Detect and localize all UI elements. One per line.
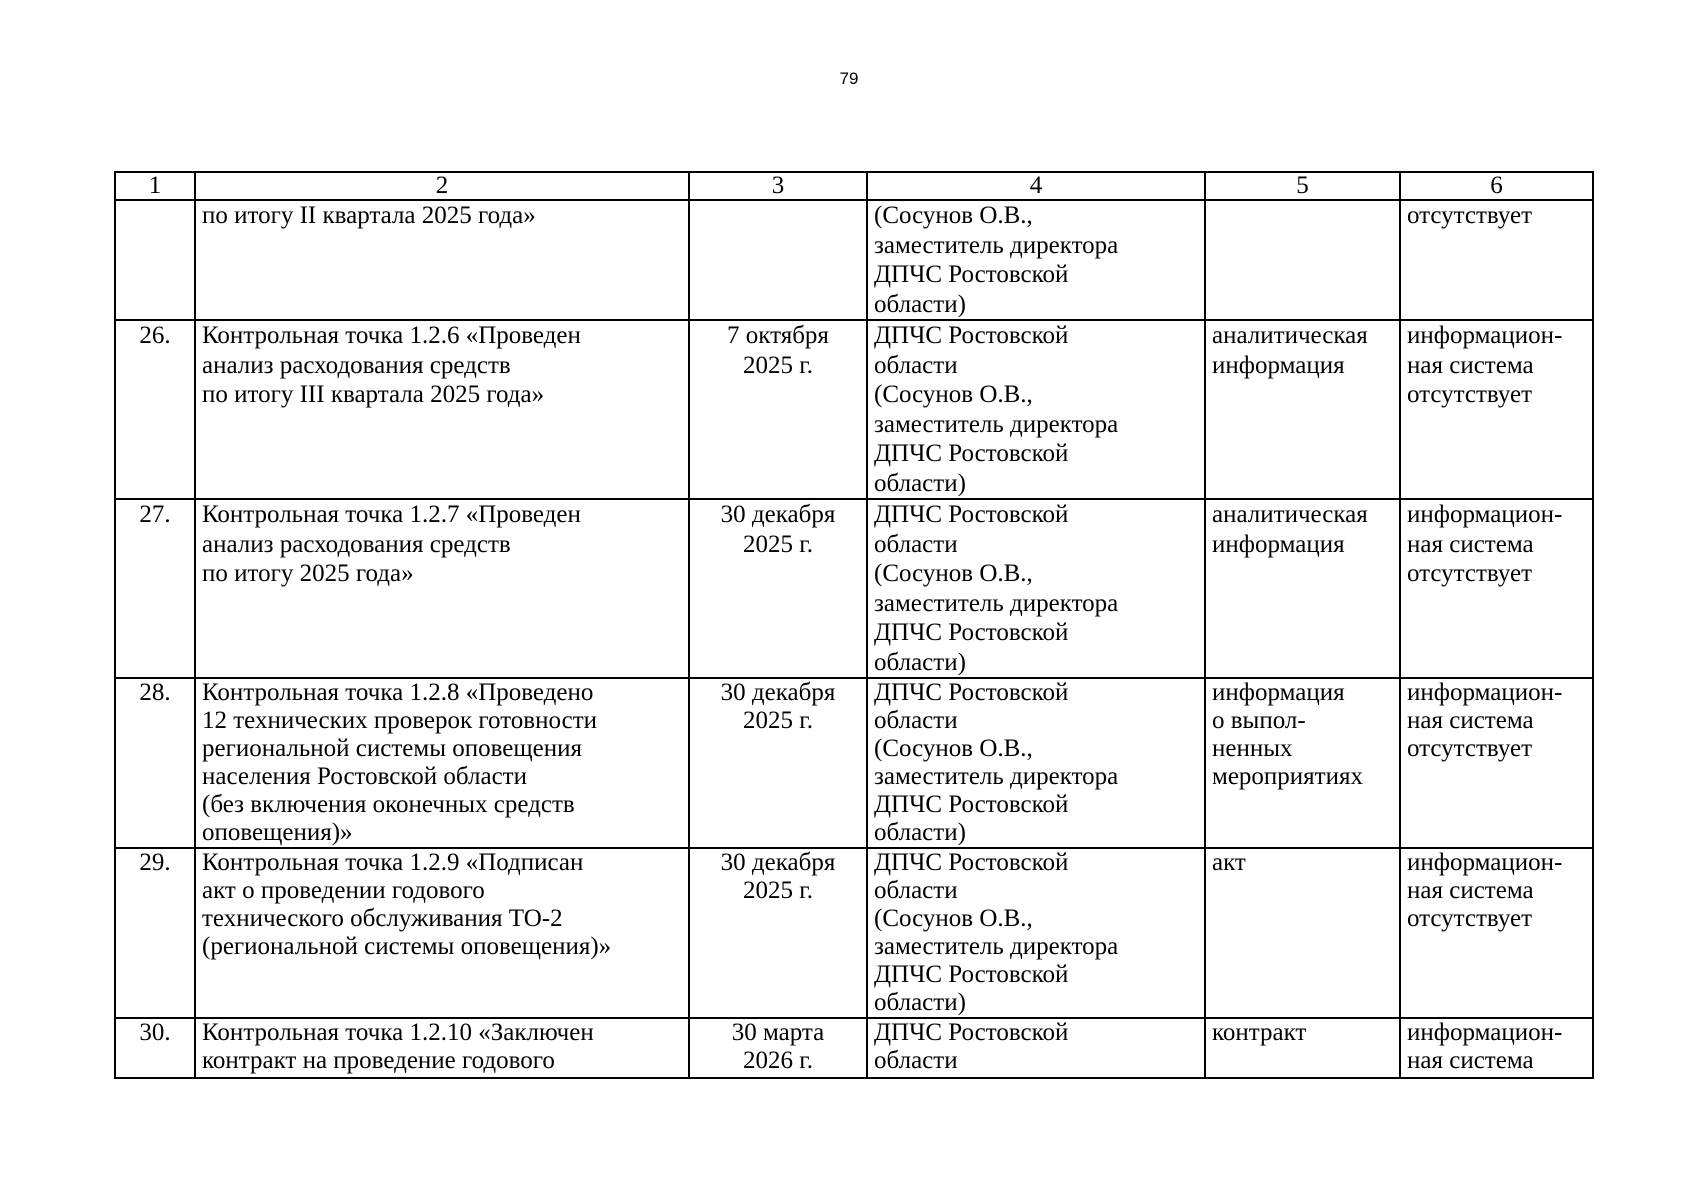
deadline-date: 30 декабря 2025 г. (689, 499, 867, 678)
column-header-4: 4 (867, 172, 1205, 200)
control-points-table (114, 171, 1594, 1079)
table-row (115, 200, 1593, 320)
table-row (115, 320, 1593, 499)
responsible-executor: ДПЧС Ростовской области (Сосунов О.В., заместитель директора ДПЧС Ростовской области) (867, 848, 1205, 1018)
control-point-title: Контрольная точка 1.2.9 «Подписан акт о проведении годового технического обслуживания ТО-2 (региональной системы оповещения)» (195, 848, 689, 1018)
responsible-executor: ДПЧС Ростовской области (Сосунов О.В., заместитель директора ДПЧС Ростовской области) (867, 320, 1205, 499)
page-number: 79 (839, 69, 859, 88)
responsible-executor: (Сосунов О.В., заместитель директора ДПЧС Ростовской области) (867, 200, 1205, 320)
control-point-title: Контрольная точка 1.2.10 «Заключен контракт на проведение годового (195, 1018, 689, 1078)
column-header-5: 5 (1205, 172, 1400, 200)
row-number: 29. (115, 848, 195, 1018)
table-header-row (115, 172, 1593, 200)
responsible-executor: ДПЧС Ростовской области (Сосунов О.В., заместитель директора ДПЧС Ростовской области) (867, 499, 1205, 678)
control-point-title: Контрольная точка 1.2.7 «Проведен анализ расходования средств по итогу 2025 года» (195, 499, 689, 678)
deadline-date: 30 декабря 2025 г. (689, 848, 867, 1018)
control-point-title: по итогу II квартала 2025 года» (195, 200, 689, 320)
document-type: аналитическая информация (1205, 499, 1400, 678)
document-type: аналитическая информация (1205, 320, 1400, 499)
control-point-title: Контрольная точка 1.2.6 «Проведен анализ расходования средств по итогу III квартала 2025 года» (195, 320, 689, 499)
information-system: информацион- ная система отсутствует (1400, 499, 1593, 678)
column-header-1: 1 (115, 172, 195, 200)
deadline-date (689, 200, 867, 320)
row-number (115, 200, 195, 320)
control-point-title: Контрольная точка 1.2.8 «Проведено 12 технических проверок готовности региональной системы оповещения населения Ростовской области (без включения оконечных средств оповещения)» (195, 678, 689, 848)
information-system: отсутствует (1400, 200, 1593, 320)
information-system: информацион- ная система отсутствует (1400, 320, 1593, 499)
deadline-date: 30 марта 2026 г. (689, 1018, 867, 1078)
document-type: информация о выпол- ненных мероприятиях (1205, 678, 1400, 848)
column-header-2: 2 (195, 172, 689, 200)
table-row (115, 678, 1593, 848)
table-row (115, 499, 1593, 678)
deadline-date: 30 декабря 2025 г. (689, 678, 867, 848)
information-system: информацион- ная система отсутствует (1400, 678, 1593, 848)
responsible-executor: ДПЧС Ростовской области (Сосунов О.В., заместитель директора ДПЧС Ростовской области) (867, 678, 1205, 848)
information-system: информацион- ная система (1400, 1018, 1593, 1078)
table-row (115, 848, 1593, 1018)
document-type: контракт (1205, 1018, 1400, 1078)
row-number: 27. (115, 499, 195, 678)
deadline-date: 7 октября 2025 г. (689, 320, 867, 499)
column-header-6: 6 (1400, 172, 1593, 200)
row-number: 26. (115, 320, 195, 499)
row-number: 30. (115, 1018, 195, 1078)
row-number: 28. (115, 678, 195, 848)
document-type: акт (1205, 848, 1400, 1018)
responsible-executor: ДПЧС Ростовской области (867, 1018, 1205, 1078)
column-header-3: 3 (689, 172, 867, 200)
document-type (1205, 200, 1400, 320)
information-system: информацион- ная система отсутствует (1400, 848, 1593, 1018)
table-row (115, 1018, 1593, 1078)
